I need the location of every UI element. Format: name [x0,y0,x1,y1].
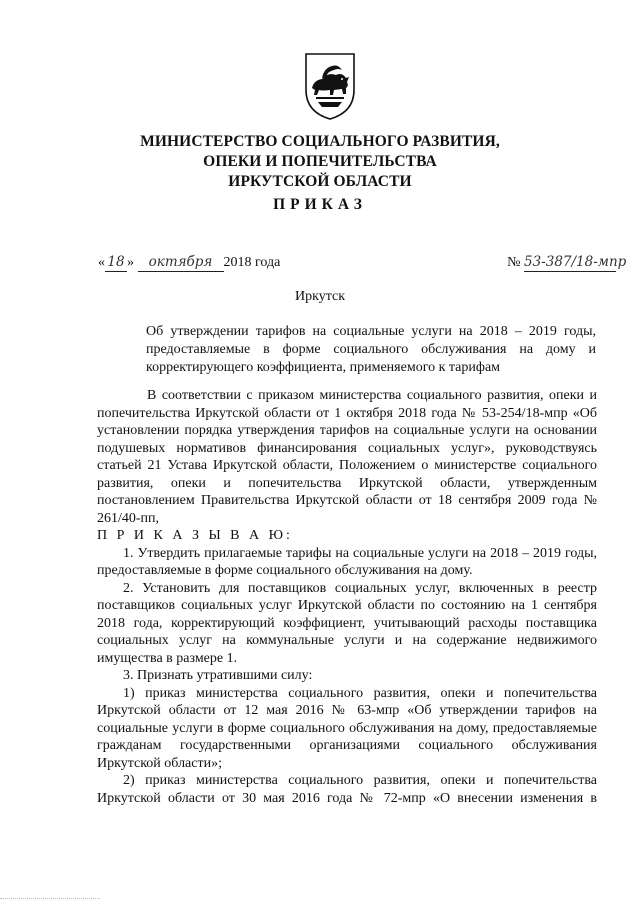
org-line-1: МИНИСТЕРСТВО СОЦИАЛЬНОГО РАЗВИТИЯ, [140,133,500,150]
document-type: ПРИКАЗ [273,196,367,213]
item-3-1-paragraph: 1) приказ министерства социального развития, опеки и попечительства Иркутской области от 12 мая 2016 № 63-мпр «Об утверждении тарифов на социальные услуги в форме социального обслуживания на дому, предоставляемые гражданам государственными организациями социального обслуживания Иркутской области»; [97,685,597,771]
date-year: 2018 года [223,255,281,270]
scan-edge-line [0,898,100,900]
coat-of-arms-emblem [302,50,358,122]
item-3-paragraph: 3. Признать утратившими силу: [123,668,313,683]
number-value: 53-387/18-мпр [524,254,627,270]
order-word: П Р И К А З Ы В А Ю: [97,528,293,543]
document-date [98,254,280,272]
city-name: Иркутск [294,289,346,304]
item-1-paragraph: 1. Утвердить прилагаемые тарифы на социальные услуги на 2018 – 2019 годы, предоставляемые в форме социального обслуживания на дому. [97,545,597,578]
organization-name [90,132,550,192]
date-number-row [98,254,628,276]
document-subject: Об утверждении тарифов на социальные услуги на 2018 – 2019 годы, предоставляемые в форме социального обслуживания на дому и корректирующего коэффициента, применяемого к тарифам [146,324,596,375]
item-2-paragraph: 2. Установить для поставщиков социальных услуг, включенных в реестр поставщиков социальных услуг Иркутской области по состоянию на 1 сентября 2018 года, корректирующий коэффициент, учитывающий расходы поставщика социальных услуг на коммунальные услуги и на содержание недвижимого имущества в размере 1. [97,580,597,666]
date-open-quote: « [98,255,105,270]
date-close-quote: » [127,255,134,270]
item-3-2-paragraph: 2) приказ министерства социального развития, опеки и попечительства Иркутской области от 30 мая 2016 года № 72-мпр «О внесении изменения в [97,773,597,806]
org-line-2: ОПЕКИ И ПОПЕЧИТЕЛЬСТВА [203,153,437,170]
document-body [97,387,597,807]
document-number [507,254,627,272]
preamble-paragraph: В соответствии с приказом министерства социального развития, опеки и попечительства Иркутской области от 1 октября 2018 года № 53-254/18-мпр «Об установлении порядка утверждения тарифов на социальные услуги на основании подушевых нормативов финансирования социальных услуг», руководствуясь статьей 21 Устава Иркутской области, Положением о министерстве социального развития, опеки и попечительства Иркутской области, утвержденным постановлением Правительства Иркутской области от 18 сентября 2009 года № 261/40-пп, [97,388,597,526]
date-day: 18 [105,254,127,272]
number-prefix: № [507,255,521,270]
date-month: октября [138,254,224,272]
org-line-3: ИРКУТСКОЙ ОБЛАСТИ [228,173,412,190]
